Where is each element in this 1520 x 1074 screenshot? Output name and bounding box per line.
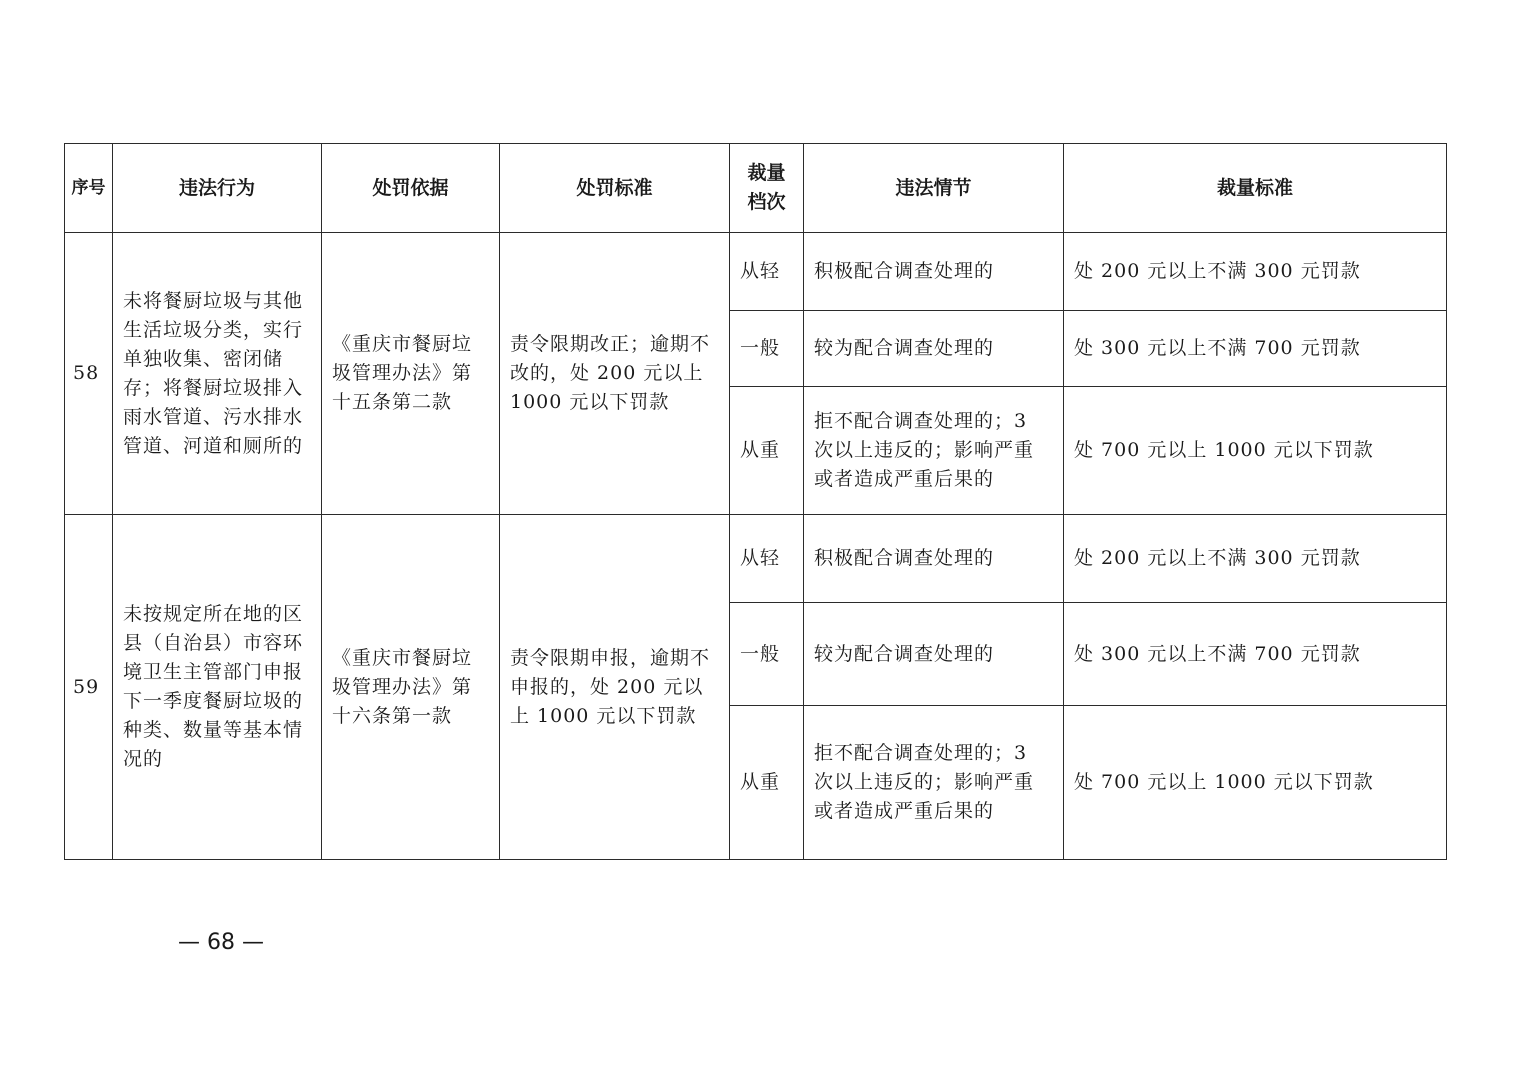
row-seq: 58 bbox=[65, 233, 113, 515]
discretion-cell: 处 300 元以上不满 700 元罚款 bbox=[1064, 603, 1447, 706]
table-row bbox=[65, 515, 1447, 603]
header-seq: 序号 bbox=[65, 144, 113, 233]
header-level bbox=[730, 144, 804, 233]
level-cell: 一般 bbox=[730, 603, 804, 706]
circumstance-cell: 较为配合调查处理的 bbox=[804, 603, 1064, 706]
level-cell: 从重 bbox=[730, 387, 804, 515]
header-standard: 处罚标准 bbox=[500, 144, 730, 233]
table-header-row bbox=[65, 144, 1447, 233]
level-cell: 从轻 bbox=[730, 515, 804, 603]
header-basis: 处罚依据 bbox=[322, 144, 500, 233]
row-violation: 未将餐厨垃圾与其他生活垃圾分类，实行单独收集、密闭储存；将餐厨垃圾排入雨水管道、污水排水管道、河道和厕所的 bbox=[113, 233, 322, 515]
table-row bbox=[65, 233, 1447, 311]
circumstance-cell: 拒不配合调查处理的；3 次以上违反的；影响严重或者造成严重后果的 bbox=[804, 387, 1064, 515]
level-cell: 一般 bbox=[730, 311, 804, 387]
discretion-cell: 处 700 元以上 1000 元以下罚款 bbox=[1064, 706, 1447, 860]
discretion-cell: 处 200 元以上不满 300 元罚款 bbox=[1064, 233, 1447, 311]
circumstance-cell: 积极配合调查处理的 bbox=[804, 233, 1064, 311]
level-cell: 从重 bbox=[730, 706, 804, 860]
circumstance-cell: 较为配合调查处理的 bbox=[804, 311, 1064, 387]
row-violation: 未按规定所在地的区县（自治县）市容环境卫生主管部门申报下一季度餐厨垃圾的种类、数量等基本情况的 bbox=[113, 515, 322, 860]
row-standard: 责令限期申报，逾期不申报的，处 200 元以上 1000 元以下罚款 bbox=[500, 515, 730, 860]
row-basis: 《重庆市餐厨垃圾管理办法》第十五条第二款 bbox=[322, 233, 500, 515]
header-level-line2: 档次 bbox=[747, 191, 786, 213]
row-seq: 59 bbox=[65, 515, 113, 860]
header-discretion: 裁量标准 bbox=[1064, 144, 1447, 233]
circumstance-cell: 拒不配合调查处理的；3 次以上违反的；影响严重或者造成严重后果的 bbox=[804, 706, 1064, 860]
row-standard: 责令限期改正；逾期不改的，处 200 元以上 1000 元以下罚款 bbox=[500, 233, 730, 515]
page-number: — 68 — bbox=[178, 930, 264, 955]
row-basis: 《重庆市餐厨垃圾管理办法》第十六条第一款 bbox=[322, 515, 500, 860]
header-violation: 违法行为 bbox=[113, 144, 322, 233]
penalty-discretion-table bbox=[64, 143, 1447, 860]
discretion-cell: 处 200 元以上不满 300 元罚款 bbox=[1064, 515, 1447, 603]
header-circumstance: 违法情节 bbox=[804, 144, 1064, 233]
circumstance-cell: 积极配合调查处理的 bbox=[804, 515, 1064, 603]
discretion-cell: 处 300 元以上不满 700 元罚款 bbox=[1064, 311, 1447, 387]
discretion-cell: 处 700 元以上 1000 元以下罚款 bbox=[1064, 387, 1447, 515]
level-cell: 从轻 bbox=[730, 233, 804, 311]
header-level-line1: 裁量 bbox=[747, 162, 786, 184]
